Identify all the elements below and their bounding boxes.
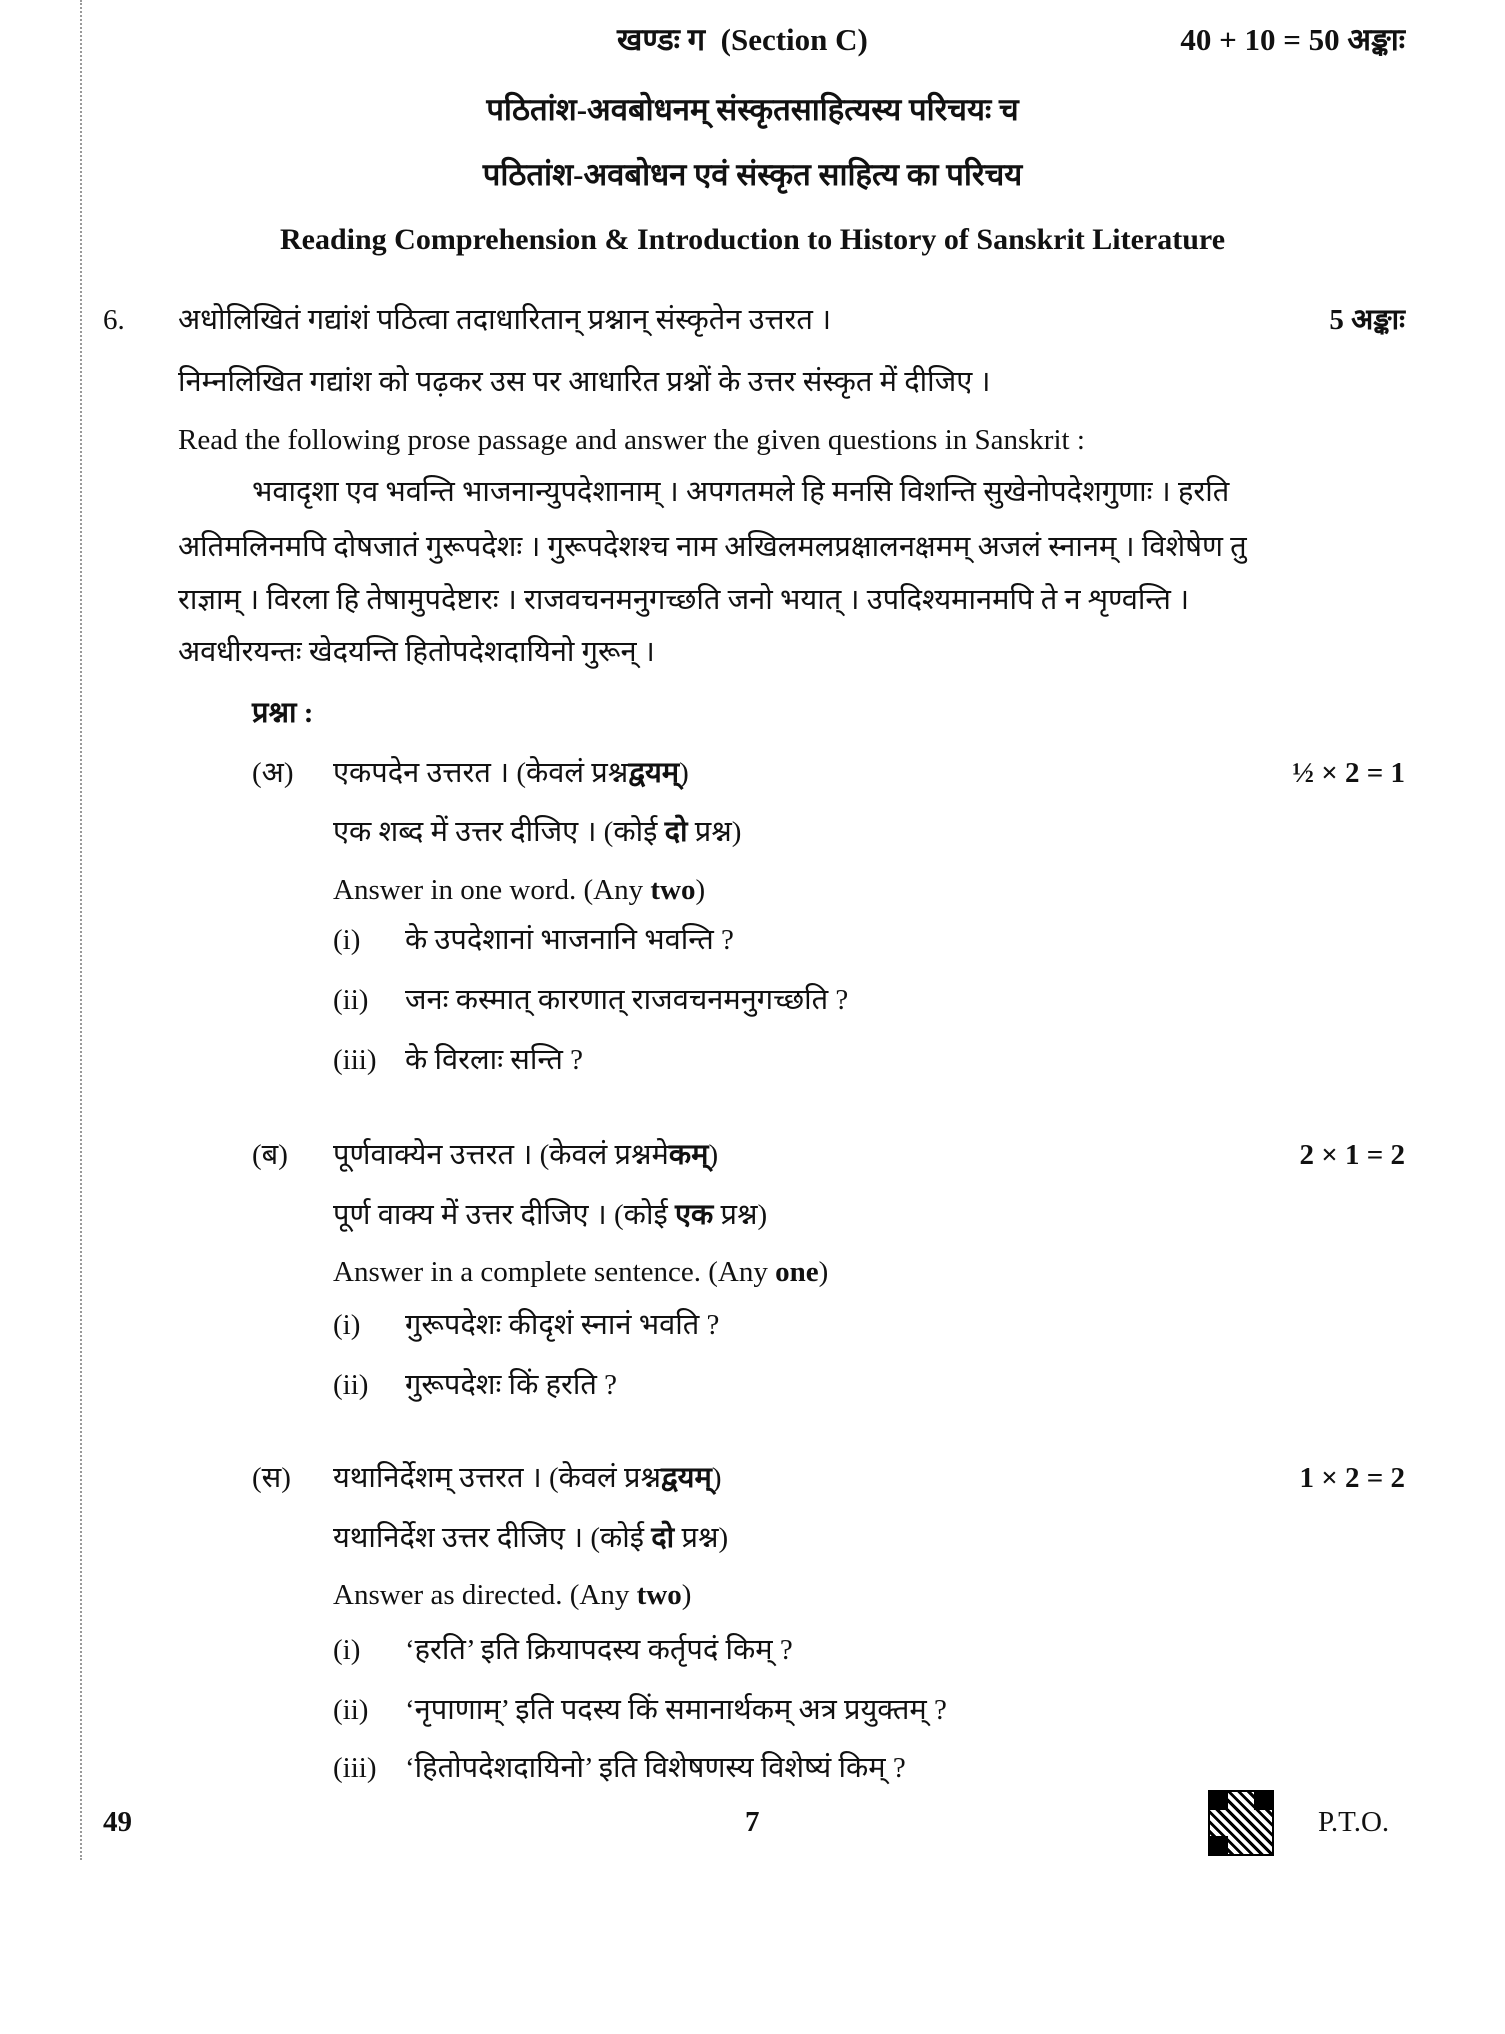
text: ) — [711, 1462, 722, 1494]
text: ) — [681, 1579, 692, 1611]
instruction-hindi: निम्नलिखित गद्यांश को पढ़कर उस पर आधारित प्रश्नों के उत्तर संस्कृत में दीजिए । — [178, 366, 991, 398]
part-label: (स) — [252, 1462, 291, 1494]
item-num: (i) — [333, 1309, 361, 1341]
item-text: के विरलाः सन्ति ? — [405, 1044, 583, 1076]
part-instruction-english — [333, 1577, 691, 1613]
item-num: (ii) — [333, 984, 369, 1016]
item-num: (ii) — [333, 1369, 369, 1401]
part-label: (ब) — [252, 1139, 288, 1171]
page-number: 7 — [745, 1806, 760, 1838]
text: ) — [708, 1139, 719, 1171]
text: पूर्णवाक्येन उत्तरत । (केवलं प्रश्नमे — [333, 1139, 669, 1171]
text: प्रश्न) — [687, 816, 742, 848]
section-hi: खण्डः ग — [617, 22, 706, 57]
text: यथानिर्देशम् उत्तरत । (केवलं प्रश्न — [333, 1462, 661, 1494]
text: ) — [695, 874, 706, 906]
pto-label: P.T.O. — [1318, 1806, 1390, 1838]
bold-text: two — [636, 1579, 682, 1611]
prashna-label: प्रश्ना : — [252, 697, 314, 729]
text: प्रश्न) — [674, 1522, 729, 1554]
part-marks: ½ × 2 = 1 — [1292, 757, 1405, 789]
bold-text: one — [775, 1256, 819, 1288]
margin-dotted-line — [80, 0, 82, 1860]
part-instruction-sanskrit — [333, 755, 689, 791]
item-text: गुरूपदेशः कीदृशं स्नानं भवति ? — [405, 1309, 720, 1341]
part-label: (अ) — [252, 757, 294, 789]
item-text: ‘नृपाणाम्’ इति पदस्य किं समानार्थकम् अत्र प्रयुक्तम् ? — [405, 1694, 947, 1726]
passage-line: अवधीरयन्तः खेदयन्ति हितोपदेशदायिनो गुरून् । — [178, 636, 655, 668]
part-instruction-hindi — [333, 814, 741, 850]
text: Answer in a complete sentence. (Any — [333, 1256, 776, 1288]
title-hindi: पठितांश-अवबोधन एवं संस्कृत साहित्य का परिचय — [482, 157, 1023, 192]
item-num: (iii) — [333, 1044, 377, 1076]
text: एकपदेन उत्तरत । (केवलं प्रश्न — [333, 757, 629, 789]
text: ) — [679, 757, 689, 789]
bold-text: द्वयम् — [660, 1462, 712, 1494]
bold-text: two — [650, 874, 696, 906]
question-number: 6. — [103, 304, 125, 336]
item-num: (iii) — [333, 1752, 377, 1784]
text: पूर्ण वाक्य में उत्तर दीजिए । (कोई — [333, 1199, 675, 1231]
text: Answer as directed. (Any — [333, 1579, 637, 1611]
section-marks: 40 + 10 = 50 अङ्काः — [1180, 22, 1405, 57]
part-instruction-english — [333, 1254, 828, 1290]
text: एक शब्द में उत्तर दीजिए । (कोई — [333, 816, 665, 848]
item-num: (i) — [333, 1634, 361, 1666]
part-instruction-hindi — [333, 1520, 728, 1556]
passage-line: अतिमलिनमपि दोषजातं गुरूपदेशः । गुरूपदेशश्च नाम अखिलमलप्रक्षालनक्षमम् अजलं स्नानम् । विशेषेण तु — [178, 531, 1247, 563]
instruction-sanskrit: अधोलिखितं गद्यांशं पठित्वा तदाधारितान् प्रश्नान् संस्कृतेन उत्तरत । — [178, 304, 832, 336]
text: प्रश्न) — [713, 1199, 768, 1231]
text: Answer in one word. (Any — [333, 874, 651, 906]
title-english: Reading Comprehension & Introduction to History of Sanskrit Literature — [279, 223, 1226, 256]
item-num: (i) — [333, 924, 361, 956]
item-text: जनः कस्मात् कारणात् राजवचनमनुगच्छति ? — [405, 984, 849, 1016]
part-marks: 2 × 1 = 2 — [1299, 1139, 1405, 1171]
part-instruction-english — [333, 872, 705, 908]
item-text: के उपदेशानां भाजनानि भवन्ति ? — [405, 924, 734, 956]
qr-code-icon — [1208, 1790, 1274, 1856]
bold-text: एक — [674, 1199, 714, 1231]
title-sanskrit: पठितांश-अवबोधनम् संस्कृतसाहित्यस्य परिचयः च — [486, 92, 1019, 127]
part-instruction-sanskrit — [333, 1460, 721, 1496]
item-num: (ii) — [333, 1694, 369, 1726]
item-text: ‘हितोपदेशदायिनो’ इति विशेषणस्य विशेष्यं किम् ? — [405, 1752, 906, 1784]
passage-line: भवादृशा एव भवन्ति भाजनान्युपदेशानाम् । अपगतमले हि मनसि विशन्ति सुखेनोपदेशगुणाः । हरति — [252, 476, 1230, 508]
section-title — [617, 22, 868, 58]
instruction-english: Read the following prose passage and answer the given questions in Sanskrit : — [178, 424, 1085, 456]
bold-text: दो — [651, 1522, 675, 1554]
bold-text: द्वयम् — [628, 757, 680, 789]
passage-line: राज्ञाम् । विरला हि तेषामुपदेष्टारः । राजवचनमनुगच्छति जनो भयात् । उपदिश्यमानमपि ते न शृण्वन्ति । — [178, 584, 1190, 616]
bold-text: कम् — [668, 1139, 709, 1171]
part-instruction-hindi — [333, 1197, 767, 1233]
part-instruction-sanskrit — [333, 1137, 718, 1173]
paper-code: 49 — [103, 1806, 132, 1838]
text: यथानिर्देश उत्तर दीजिए । (कोई — [333, 1522, 652, 1554]
item-text: गुरूपदेशः किं हरति ? — [405, 1369, 618, 1401]
part-marks: 1 × 2 = 2 — [1299, 1462, 1405, 1494]
question-marks: 5 अङ्काः — [1329, 304, 1405, 336]
item-text: ‘हरति’ इति क्रियापदस्य कर्तृपदं किम् ? — [405, 1634, 793, 1666]
text: ) — [818, 1256, 829, 1288]
section-en: (Section C) — [720, 22, 868, 57]
bold-text: दो — [664, 816, 688, 848]
